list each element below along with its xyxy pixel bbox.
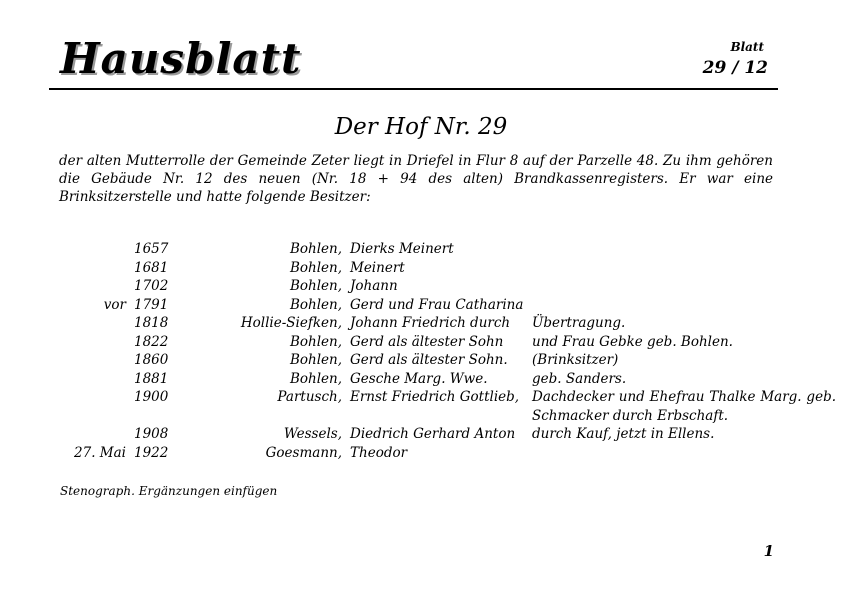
owner-note: geb. Sanders. [532, 370, 627, 387]
owner-surname: Bohlen, [289, 352, 342, 368]
owner-surname: Goesmann, [265, 444, 342, 461]
owner-row [56, 314, 836, 333]
owner-note [532, 259, 836, 278]
owner-year: 1881 [134, 370, 169, 387]
owner-given-names: Ernst Friedrich Gottlieb, [350, 389, 520, 405]
owner-year: 1818 [134, 315, 169, 331]
owner-row [56, 259, 836, 278]
owner-given-names: Johann [350, 278, 398, 294]
owner-year: 1791 [134, 296, 169, 313]
owner-date-prefix [56, 259, 134, 278]
owner-date-prefix [56, 370, 134, 389]
owner-date-prefix [56, 240, 134, 259]
owner-surname: Bohlen, [289, 370, 342, 387]
owner-given-names: Theodor [350, 444, 408, 461]
owner-year: 1657 [134, 241, 169, 257]
owner-row [56, 240, 836, 259]
owner-given-names: Dierks Meinert [350, 241, 454, 257]
owner-given-names: Gerd als ältester Sohn [350, 333, 504, 350]
owner-surname: Bohlen, [289, 296, 342, 313]
owner-date-prefix [56, 425, 134, 444]
owner-row [56, 388, 836, 425]
owner-surname: Bohlen, [289, 259, 342, 276]
owner-date-prefix [56, 314, 134, 333]
blatt-label: Blatt [730, 40, 764, 54]
owner-row [56, 370, 836, 389]
owner-year: 1922 [134, 444, 169, 461]
owner-surname: Bohlen, [289, 333, 342, 350]
owner-row [56, 351, 836, 370]
intro-paragraph: der alten Mutterrolle der Gemeinde Zeter liegt in Driefel in Flur 8 auf der Parzelle 48. Zu ihm gehören die Gebäude Nr. 12 des neuen (Nr. 18 + 94 des alten) Brandkassenregisters. Er war eine Brinksitzerstelle und hatte folgende Besitzer: [59, 153, 773, 205]
owner-date-prefix [56, 351, 134, 370]
owner-year: 1681 [134, 259, 169, 276]
owner-surname: Wessels, [283, 426, 342, 442]
blatt-number: 29 / 12 [702, 58, 768, 78]
owner-given-names: Johann Friedrich durch [350, 315, 511, 331]
owner-date-prefix [56, 277, 134, 296]
owner-date-prefix: 27. Mai [74, 444, 126, 461]
owner-given-names: Meinert [350, 259, 405, 276]
owner-year: 1702 [134, 278, 169, 294]
owner-note: (Brinksitzer) [532, 352, 619, 368]
owner-date-prefix: vor [103, 296, 126, 313]
owner-date-prefix [56, 333, 134, 352]
owner-row [56, 296, 836, 315]
owner-note [532, 444, 836, 463]
section-heading: Der Hof Nr. 29 [334, 114, 508, 140]
page-title: Hausblatt [60, 34, 302, 83]
owner-note [532, 240, 836, 259]
footnote: Stenograph. Ergänzungen einfügen [60, 484, 278, 498]
owner-given-names: Diedrich Gerhard Anton [350, 426, 516, 442]
owner-note: durch Kauf, jetzt in Ellens. [532, 426, 715, 442]
header-rule [49, 88, 778, 90]
owner-year: 1822 [134, 333, 169, 350]
owner-surname: Partusch, [277, 389, 342, 405]
owner-year: 1900 [134, 389, 169, 405]
owner-given-names: Gesche Marg. Wwe. [350, 370, 488, 387]
owner-year: 1860 [134, 352, 169, 368]
owner-given-names: Gerd und Frau Catharina [350, 296, 524, 313]
owner-given-names: Gerd als ältester Sohn. [350, 352, 508, 368]
owner-note [532, 277, 836, 296]
owner-note: Dachdecker und Ehefrau Thalke Marg. geb. Schmacker durch Erbschaft. [532, 389, 836, 424]
owner-row [56, 444, 836, 463]
owners-table-body [56, 240, 836, 462]
owner-surname: Hollie-Siefken, [240, 315, 342, 331]
owner-surname: Bohlen, [289, 278, 342, 294]
owner-surname: Bohlen, [289, 241, 342, 257]
owners-table [56, 240, 836, 462]
owner-year: 1908 [134, 426, 169, 442]
owner-row [56, 425, 836, 444]
owner-note [532, 296, 836, 315]
page-number: 1 [763, 542, 774, 560]
owner-date-prefix [56, 388, 134, 425]
owner-row [56, 333, 836, 352]
owner-note: Übertragung. [532, 315, 626, 331]
owner-note: und Frau Gebke geb. Bohlen. [532, 333, 733, 350]
owner-row [56, 277, 836, 296]
